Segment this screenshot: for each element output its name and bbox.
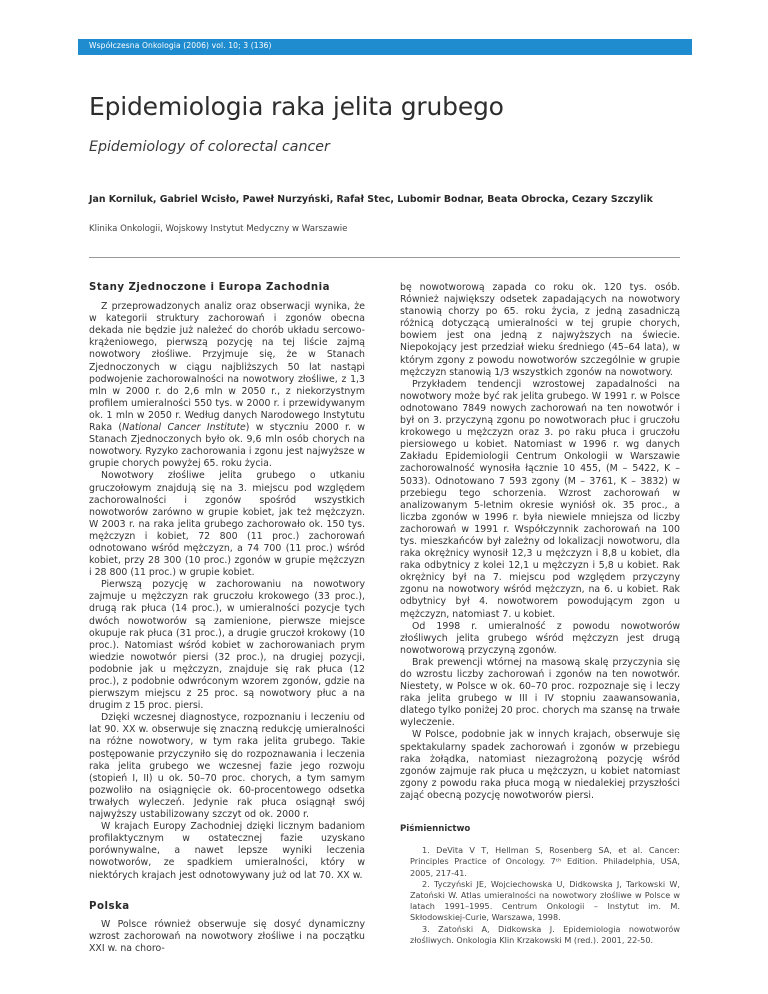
paragraph: Pierwszą pozycję w zachorowaniu na nowotwory zajmuje u mężczyzn rak gruczołu krokowego (33 proc.), drugą rak płuca (14 proc.), w umieralności pozycje tych dwóch nowotworów są zamienione, pierwsze miejsce okupuje rak płuca (31 proc.), a drugie gruczoł krokowy (10 proc.). Natomiast wśród kobiet w zachorowaniach prym wiedzie nowotwór piersi (32 proc.), na drugiej pozycji, podobnie jak u mężczyzn, znajduje się rak płuca (12 proc.), z podobnie odwróconym wzorem zgonów, gdzie na pierwszym miejscu z 25 proc. są nowotwory płuc a na drugim z 15 proc. piersi.	[89, 579, 365, 712]
author-list: Jan Korniluk, Gabriel Wcisło, Paweł Nurzyński, Rafał Stec, Lubomir Bodnar, Beata Obrocka, Cezary Szczylik	[89, 194, 653, 205]
left-column	[89, 282, 365, 955]
journal-header-bar	[78, 39, 692, 55]
section-heading-usa-europe: Stany Zjednoczone i Europa Zachodnia	[89, 282, 330, 293]
article-title: Epidemiologia raka jelita grubego	[89, 92, 504, 121]
right-column	[400, 282, 680, 946]
references-section	[400, 823, 680, 946]
reference-item: 1. DeVita V T, Hellman S, Rosenberg SA, et al. Cancer: Principles Practice of Oncology. 7ᵗʰ Edition. Philadelphia, USA, 2005, 217-41.	[410, 845, 680, 878]
paragraph: Z przeprowadzonych analiz oraz obserwacji wynika, że w kategorii struktury zachorowań i zgonów obecna dekada nie będzie już należeć do chorób układu sercowo-krążeniowego, pierwszą pozycję na tej liście zajmą nowotwory złośliwe. Przyjmuje się, że w Stanach Zjednoczonych w ciągu najbliższych 50 lat nastąpi podwojenie zachorowalności na nowotwory złośliwe, z 1,3 mln w 2000 r. do 2,6 mln w 2050 r., z niekorzystnym profilem umieralności 550 tys. w 2000 r. i przewidywanym ok. 1 mln w 2050 r. Według danych Narodowego Instytutu Raka (National Cancer Institute) w styczniu 2000 r. w Stanach Zjednoczonych było ok. 9,6 mln osób chorych na nowotwory. Ryzyko zachorowania i zgonu jest najwyższe w grupie chorych powyżej 65. roku życia.	[89, 301, 366, 470]
paragraph: Przykładem tendencji wzrostowej zapadalności na nowotwory może być rak jelita grubego. W 1991 r. w Polsce odnotowano 7849 nowych zachorowań na ten nowotwór i był on 3. przyczyną zgonu po nowotworach płuc i gruczołu krokowego u mężczyzn oraz 3. po raku płuca i gruczołu piersiowego u kobiet. Natomiast w 1996 r. wg danych Zakładu Epidemiologii Centrum Onkologii w Warszawie zachorowalność wynosiła łącznie 10 455, (M – 5422, K – 5033). Odnotowano 7 593 zgony (M – 3761, K – 3832) w przebiegu tego schorzenia. Wzrost zachorowań w analizowanym 5-letnim okresie wyniósł ok. 35 proc., a liczba zgonów w 1996 r. była niewiele mniejsza od liczby zachorowań w 1991 r. Współczynnik zachorowań na 100 tys. mieszkańców był zależny od lokalizacji nowotworu, dla raka okrężnicy wynosił 12,3 u mężczyzn i 8,8 u kobiet, dla raka odbytnicy z kolei 12,1 u mężczyzn i 5,8 u kobiet. Rak okrężnicy był na 7. miejscu pod względem przyczyny zgonu na nowotwory wśród mężczyzn, na 6. u kobiet. Rak odbytnicy był 4. nowotworem powodującym zgon u mężczyzn, natomiast 7. u kobiet.	[400, 378, 680, 620]
paragraph: Brak prewencji wtórnej na masową skalę przyczynia się do wzrostu liczby zachorowań i zgonów na ten nowotwór. Niestety, w Polsce w ok. 60–70 proc. rozpoznaje się i leczy raka jelita grubego w III i IV stopniu zaawansowania, dlatego tylko poniżej 20 proc. chorych ma szansę na trwałe wyleczenie.	[400, 656, 680, 729]
paragraph: Od 1998 r. umieralność z powodu nowotworów złośliwych jelita grubego wśród mężczyzn jest drugą nowotworową przyczyną zgonów.	[400, 620, 680, 656]
paragraph: Nowotwory złośliwe jelita grubego o utkaniu gruczołowym znajdują się na 3. miejscu pod względem zachorowalności i zgonów spośród wszystkich nowotworów zarówno w grupie kobiet, jak też mężczyzn. W 2003 r. na raka jelita grubego zachorowało ok. 150 tys. mężczyzn i kobiet, 72 800 (11 proc.) zachorowań odnotowano wśród mężczyzn, a 74 700 (11 proc.) wśród kobiet, przy 28 300 (10 proc.) zgonów w grupie mężczyzn i 28 800 (11 proc.) w grupie kobiet.	[89, 470, 365, 579]
paragraph: W Polsce, podobnie jak w innych krajach, obserwuje się spektakularny spadek zachorowań i zgonów w przebiegu raka żołądka, natomiast niezagrożoną pozycję wśród zgonów zajmuje rak płuca u mężczyzn, u kobiet natomiast zgony z powodu raka płuca mogą w niedalekiej przyszłości zająć obecną pozycję nowotworów piersi.	[400, 729, 680, 801]
section-heading-poland: Polska	[89, 900, 130, 912]
header-divider	[89, 257, 680, 258]
paragraph: bę nowotworową zapada co roku ok. 120 tys. osób. Również największy odsetek zapadających na nowotwory stanowią chorzy po 65. roku życia, z jedną zasadniczą różnicą dotyczącą umieralności w tej grupie chorych, bowiem jest ona jedną z najwyższych na świecie. Niepokojący jest przedział wieku średniego (45–64 lata), w którym zgony z powodu nowotworów szczególnie w grupie mężczyzn stanowią 1/3 wszystkich zgonów na nowotwory.	[400, 282, 680, 378]
paragraph: Dzięki wczesnej diagnostyce, rozpoznaniu i leczeniu od lat 90. XX w. obserwuje się znaczną redukcję umieralności na różne nowotwory, w tym raka jelita grubego. Takie postępowanie przyczyniło się do rozpoznawania i leczenia raka jelita grubego we wczesnej fazie jego rozwoju (stopień I, II) u ok. 50–70 proc. chorych, a tym samym pozwoliło na osiągnięcie ok. 60-procentowego odsetka trwałych wyleczeń. Jedynie rak płuca osiągnął swój najwyższy ustabilizowany szczyt od ok. 2000 r.	[89, 712, 365, 821]
journal-citation: Współczesna Onkologia (2006) vol. 10; 3 (136)	[89, 41, 272, 50]
article-subtitle: Epidemiology of colorectal cancer	[89, 139, 330, 155]
reference-item: 3. Zatoński A, Didkowska J. Epidemiologia nowotworów złośliwych. Onkologia Klin Krzakowski M (red.). 2001, 22-50.	[410, 923, 680, 945]
paragraph: W Polsce również obserwuje się dosyć dynamiczny wzrost zachorowań na nowotwory złośliwe i na początku XXI w. na choro-	[89, 918, 365, 954]
affiliation: Klinika Onkologii, Wojskowy Instytut Medyczny w Warszawie	[89, 224, 348, 234]
references-title: Piśmiennictwo	[400, 824, 471, 835]
paragraph: W krajach Europy Zachodniej dzięki licznym badaniom profilaktycznym w ostatecznej fazie uzyskano porównywalne, a nawet lepsze wyniki leczenia nowotworów, ze spadkiem umieralności, który w niektórych krajach jest odnotowywany już od lat 70. XX w.	[89, 821, 365, 881]
reference-item: 2. Tyczyński JE, Wojciechowska U, Didkowska J, Tarkowski W, Zatoński W. Atlas umieralności na nowotwory złośliwe w Polsce w latach 1991–1995. Centrum Onkologii – Instytut im. M. Skłodowskiej-Curie, Warszawa, 1998.	[410, 878, 680, 923]
